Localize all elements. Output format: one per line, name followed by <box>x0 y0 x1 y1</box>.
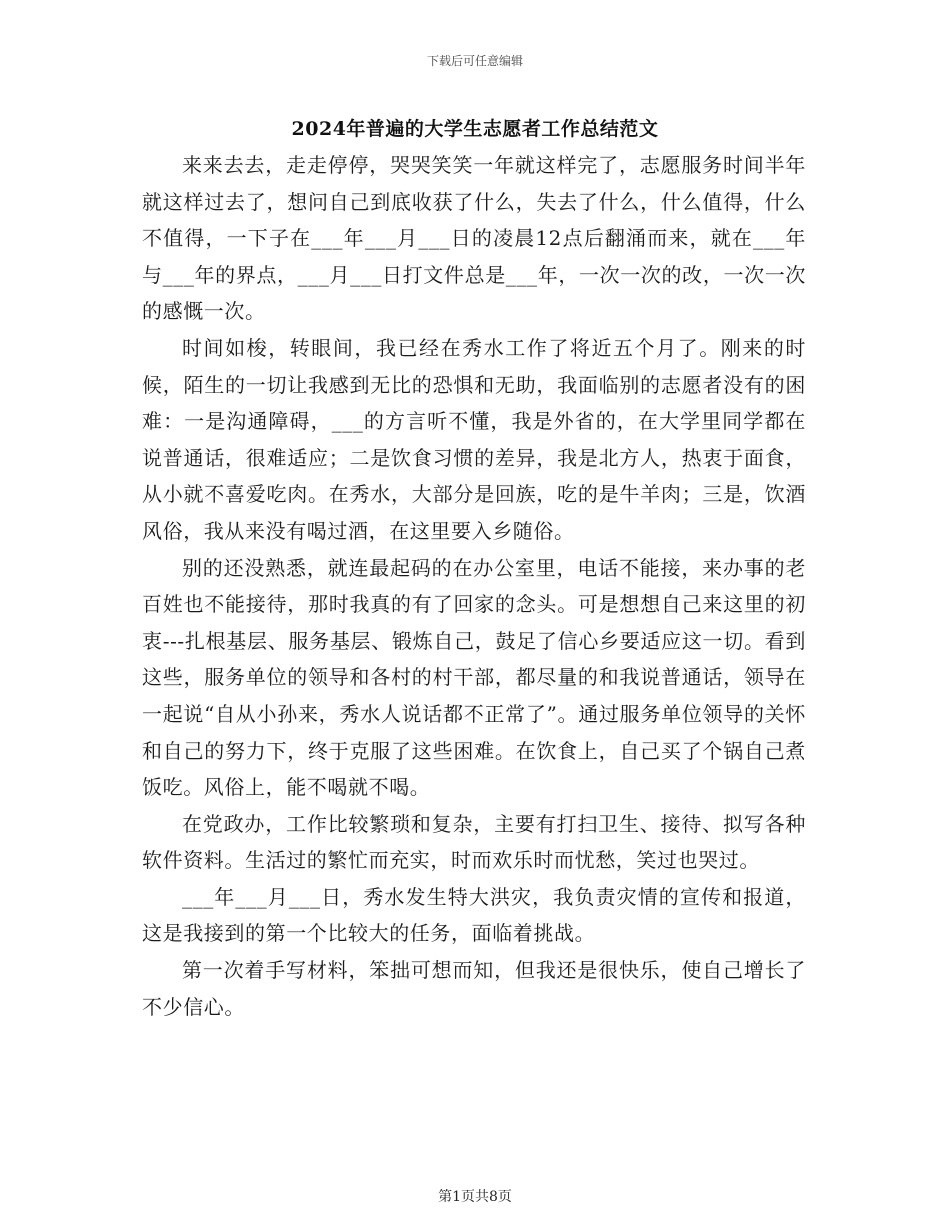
paragraph: ___年___月___日，秀水发生特大洪灾，我负责灾情的宣传和报道，这是我接到的第一个比较大的任务，面临着挑战。 <box>142 884 806 946</box>
paragraph: 时间如梭，转眼间，我已经在秀水工作了将近五个月了。刚来的时候，陌生的一切让我感到无比的恐惧和无助，我面临别的志愿者没有的困难：一是沟通障碍，___的方言听不懂，我是外省的，在大学里同学都在说普通话，很难适应；二是饮食习惯的差异，我是北方人，热衷于面食，从小就不喜爱吃肉。在秀水，大部分是回族，吃的是牛羊肉；三是，饮酒风俗，我从来没有喝过酒，在这里要入乡随俗。 <box>142 335 806 543</box>
paragraph: 第一次着手写材料，笨拙可想而知，但我还是很快乐，使自己增长了不少信心。 <box>142 958 806 1019</box>
paragraph: 在党政办，工作比较繁琐和复杂，主要有打扫卫生、接待、拟写各种软件资料。生活过的繁忙而充实，时而欢乐时而忧愁，笑过也哭过。 <box>142 811 806 873</box>
paragraph: 来来去去，走走停停，哭哭笑笑一年就这样完了，志愿服务时间半年就这样过去了，想问自己到底收获了什么，失去了什么，什么值得，什么不值得，一下子在___年___月___日的凌晨12点后翻涌而来，就在___年与___年的界点，___月___日打文件总是___年，一次一次的改，一次一次的感慨一次。 <box>142 153 806 324</box>
document-body <box>142 147 806 1025</box>
document-title: 2024年普遍的大学生志愿者工作总结范文 <box>291 118 659 140</box>
page-header-note: 下载后可任意编辑 <box>426 54 523 68</box>
paragraph: 别的还没熟悉，就连最起码的在办公室里，电话不能接，来办事的老百姓也不能接待，那时我真的有了回家的念头。可是想想自己来这里的初衷---扎根基层、服务基层、锻炼自己，鼓足了信心乡要适应这一切。看到这些，服务单位的领导和各村的村干部，都尽量的和我说普通话，领导在一起说“自从小孙来，秀水人说话都不正常了”。通过服务单位领导的关怀和自己的努力下，终于克服了这些困难。在饮食上，自己买了个锅自己煮饭吃。风俗上，能不喝就不喝。 <box>142 555 806 800</box>
page-footer-number: 第1页共8页 <box>438 1189 512 1205</box>
